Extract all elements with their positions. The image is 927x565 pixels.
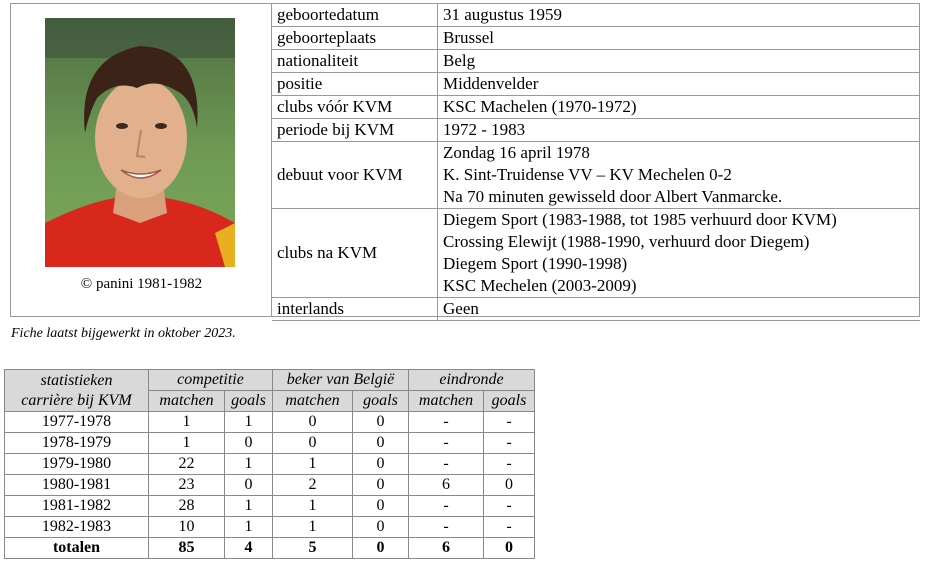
stat-cell: 1 — [225, 517, 273, 538]
subheader: matchen — [149, 391, 225, 412]
subheader: goals — [484, 391, 535, 412]
group-header-beker: beker van België — [273, 370, 409, 391]
stats-row — [5, 412, 535, 433]
stat-cell: 0 — [353, 517, 409, 538]
totals-label: totalen — [5, 538, 149, 559]
info-value — [438, 73, 921, 96]
stat-cell: - — [484, 454, 535, 475]
info-row — [272, 142, 920, 209]
info-value — [438, 142, 921, 209]
stats-row — [5, 454, 535, 475]
stat-cell: 0 — [353, 412, 409, 433]
info-value — [438, 298, 921, 321]
info-value — [438, 119, 921, 142]
info-row — [272, 298, 920, 321]
stat-cell: 1 — [273, 517, 353, 538]
total-cell: 0 — [353, 538, 409, 559]
stat-cell: 6 — [409, 475, 484, 496]
stat-cell: - — [484, 517, 535, 538]
stat-cell: 23 — [149, 475, 225, 496]
subheader: goals — [225, 391, 273, 412]
info-row — [272, 50, 920, 73]
stat-cell: - — [409, 433, 484, 454]
stat-cell: 1 — [273, 454, 353, 475]
stats-header-label — [5, 370, 149, 412]
stat-cell: 0 — [273, 412, 353, 433]
season-cell: 1979-1980 — [5, 454, 149, 475]
stat-cell: - — [484, 433, 535, 454]
season-cell: 1980-1981 — [5, 475, 149, 496]
info-value-line: KSC Machelen (1970-1972) — [443, 97, 637, 116]
group-header-eindronde: eindronde — [409, 370, 535, 391]
info-value-line: 31 augustus 1959 — [443, 5, 562, 24]
stat-cell: 0 — [225, 433, 273, 454]
stat-cell: 28 — [149, 496, 225, 517]
stats-header-label-line2: carrière bij KVM — [21, 391, 132, 409]
stats-row — [5, 433, 535, 454]
stat-cell: 0 — [273, 433, 353, 454]
info-value — [438, 27, 921, 50]
season-cell: 1982-1983 — [5, 517, 149, 538]
info-label: debuut voor KVM — [272, 142, 438, 209]
stats-header-row — [5, 370, 535, 391]
stat-cell: - — [409, 454, 484, 475]
stat-cell: 1 — [225, 454, 273, 475]
stat-cell: 0 — [353, 475, 409, 496]
stat-cell: - — [409, 496, 484, 517]
info-value — [438, 4, 921, 27]
update-note: Fiche laatst bijgewerkt in oktober 2023. — [11, 326, 236, 341]
total-cell: 85 — [149, 538, 225, 559]
subheader: goals — [353, 391, 409, 412]
stats-row — [5, 475, 535, 496]
total-cell: 0 — [484, 538, 535, 559]
stat-cell: 1 — [149, 433, 225, 454]
player-photo — [45, 18, 235, 267]
info-value-line: KSC Mechelen (2003-2009) — [443, 276, 637, 295]
stat-cell: 1 — [225, 412, 273, 433]
info-value-line: Belg — [443, 51, 476, 70]
info-label: nationaliteit — [272, 50, 438, 73]
stats-row — [5, 517, 535, 538]
stats-header-label-line1: statistieken — [40, 371, 113, 389]
info-value-line: Na 70 minuten gewisseld door Albert Vanmarcke. — [443, 187, 783, 206]
info-value-line: Geen — [443, 299, 479, 318]
stat-cell: 0 — [353, 496, 409, 517]
subheader: matchen — [409, 391, 484, 412]
stat-cell: 1 — [149, 412, 225, 433]
stat-cell: - — [484, 496, 535, 517]
info-value-line: Middenvelder — [443, 74, 539, 93]
info-row — [272, 73, 920, 96]
stat-cell: 0 — [353, 433, 409, 454]
stat-cell: 0 — [353, 454, 409, 475]
info-value-line: Zondag 16 april 1978 — [443, 143, 590, 162]
stat-cell: 1 — [273, 496, 353, 517]
info-row — [272, 119, 920, 142]
info-value-line: Brussel — [443, 28, 494, 47]
stat-cell: 2 — [273, 475, 353, 496]
stat-cell: 0 — [484, 475, 535, 496]
info-value-line: Diegem Sport (1983-1988, tot 1985 verhuurd door KVM) — [443, 210, 837, 229]
total-cell: 4 — [225, 538, 273, 559]
info-row — [272, 209, 920, 298]
info-label: positie — [272, 73, 438, 96]
player-profile — [10, 3, 920, 317]
season-cell: 1978-1979 — [5, 433, 149, 454]
stat-cell: - — [409, 517, 484, 538]
info-row — [272, 27, 920, 50]
group-header-competitie: competitie — [149, 370, 273, 391]
stats-totals-row — [5, 538, 535, 559]
subheader: matchen — [273, 391, 353, 412]
stat-cell: 0 — [225, 475, 273, 496]
stat-cell: 22 — [149, 454, 225, 475]
info-label: periode bij KVM — [272, 119, 438, 142]
info-label: clubs na KVM — [272, 209, 438, 298]
photo-cell — [11, 4, 272, 316]
stat-cell: 1 — [225, 496, 273, 517]
total-cell: 5 — [273, 538, 353, 559]
stat-cell: - — [484, 412, 535, 433]
info-row — [272, 96, 920, 119]
info-label: geboorteplaats — [272, 27, 438, 50]
info-value-line: 1972 - 1983 — [443, 120, 526, 139]
season-cell: 1981-1982 — [5, 496, 149, 517]
info-label: geboortedatum — [272, 4, 438, 27]
player-info-table — [272, 4, 920, 321]
info-label: interlands — [272, 298, 438, 321]
info-value-line: Diegem Sport (1990-1998) — [443, 254, 628, 273]
info-value — [438, 96, 921, 119]
info-value-line: Crossing Elewijt (1988-1990, verhuurd door Diegem) — [443, 232, 810, 251]
photo-caption: © panini 1981-1982 — [80, 276, 203, 292]
info-row — [272, 4, 920, 27]
total-cell: 6 — [409, 538, 484, 559]
season-cell: 1977-1978 — [5, 412, 149, 433]
info-value — [438, 209, 921, 298]
stats-row — [5, 496, 535, 517]
stat-cell: 10 — [149, 517, 225, 538]
stat-cell: - — [409, 412, 484, 433]
info-label: clubs vóór KVM — [272, 96, 438, 119]
info-value-line: K. Sint-Truidense VV – KV Mechelen 0-2 — [443, 165, 732, 184]
career-stats-table — [4, 369, 535, 559]
info-value — [438, 50, 921, 73]
